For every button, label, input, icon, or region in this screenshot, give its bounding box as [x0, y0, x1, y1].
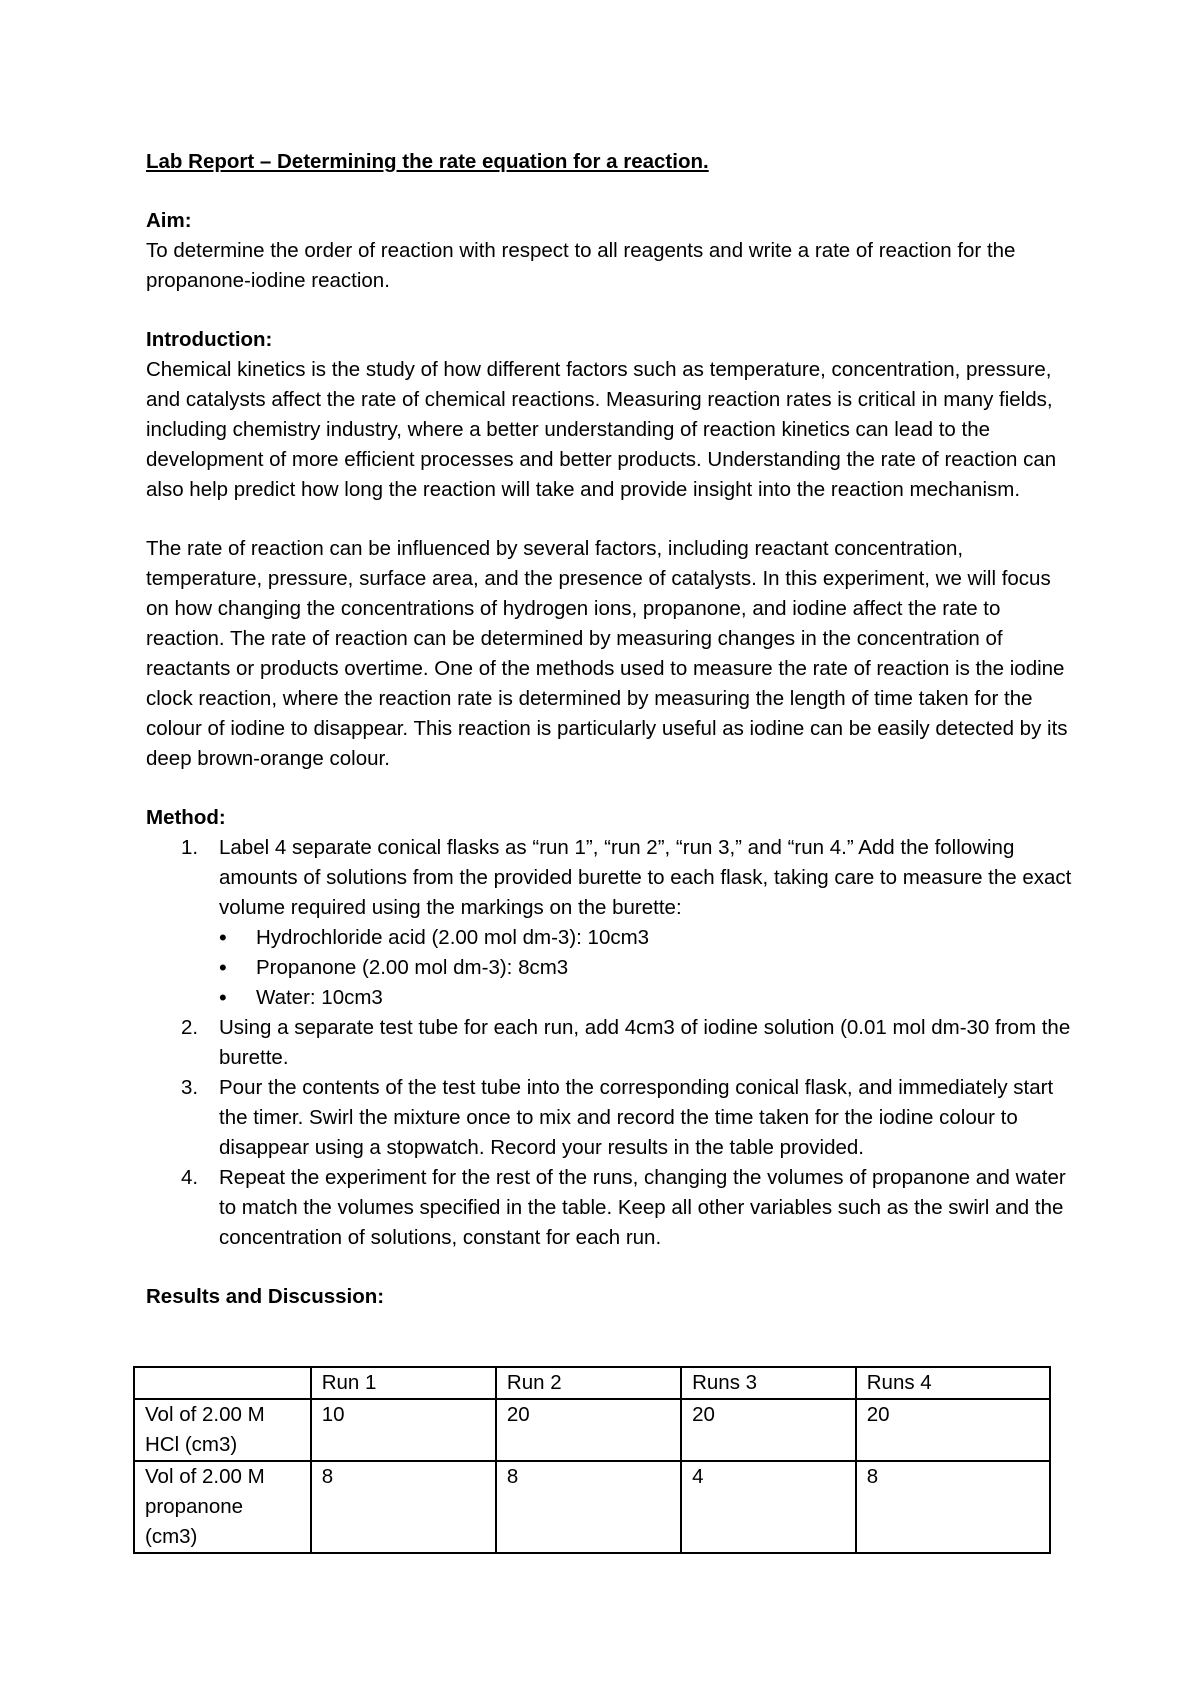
introduction-paragraph-1: Chemical kinetics is the study of how different factors such as temperature, concentration, pressure, and catalysts affect the rate of chemical reactions. Measuring reaction rates is critical in many fields, including chemistry industry, where a better understanding of reaction kinetics can lead to the development of more efficient processes and better products. Understanding the rate of reaction can also help predict how long the reaction will take and provide insight into the reaction mechanism. — [146, 358, 1057, 501]
table-row-label: Vol of 2.00 M propanone (cm3) — [134, 1461, 311, 1553]
step-number: 4. — [181, 1166, 199, 1189]
table-header-row — [134, 1367, 1050, 1399]
reagent-item: • Propanone (2.00 mol dm-3): 8cm3 — [219, 953, 1076, 983]
table-cell: 20 — [681, 1399, 856, 1461]
method-heading: Method: — [146, 806, 226, 829]
step-text: Repeat the experiment for the rest of the runs, changing the volumes of propanone and water to match the volumes specified in the table. Keep all other variables such as the swirl and the concentration of solutions, constant for each run. — [219, 1166, 1066, 1249]
report-title: Lab Report – Determining the rate equation for a reaction. — [146, 150, 709, 173]
results-table — [133, 1366, 1051, 1554]
method-step — [146, 1073, 1076, 1163]
document-body — [146, 147, 1076, 1312]
step-text: Using a separate test tube for each run, add 4cm3 of iodine solution (0.01 mol dm-30 from the burette. — [219, 1016, 1071, 1069]
table-header-cell: Run 1 — [311, 1367, 496, 1399]
table-cell: 8 — [856, 1461, 1050, 1553]
table-header-cell: Runs 3 — [681, 1367, 856, 1399]
step-number: 2. — [181, 1016, 199, 1039]
step-number: 3. — [181, 1076, 199, 1099]
method-step — [146, 1013, 1076, 1073]
step-number: 1. — [181, 836, 199, 859]
method-step — [146, 1163, 1076, 1253]
table-header-cell: Run 2 — [496, 1367, 681, 1399]
table-cell: 20 — [856, 1399, 1050, 1461]
table-cell: 10 — [311, 1399, 496, 1461]
table-header-cell — [134, 1367, 311, 1399]
method-steps — [146, 833, 1076, 1253]
table-cell: 20 — [496, 1399, 681, 1461]
aim-text: To determine the order of reaction with respect to all reagents and write a rate of reaction for the propanone-iodine reaction. — [146, 239, 1016, 292]
table-row — [134, 1399, 1050, 1461]
method-step — [146, 833, 1076, 1013]
introduction-paragraph-2: The rate of reaction can be influenced by several factors, including reactant concentration, temperature, pressure, surface area, and the presence of catalysts. In this experiment, we will focus on how changing the concentrations of hydrogen ions, propanone, and iodine affect the rate to reaction. The rate of reaction can be determined by measuring changes in the concentration of reactants or products overtime. One of the methods used to measure the rate of reaction is the iodine clock reaction, where the reaction rate is determined by measuring the length of time taken for the colour of iodine to disappear. This reaction is particularly useful as iodine can be easily detected by its deep brown-orange colour. — [146, 537, 1068, 770]
table-cell: 8 — [496, 1461, 681, 1553]
table-cell: 8 — [311, 1461, 496, 1553]
step-text: Pour the contents of the test tube into the corresponding conical flask, and immediately start the timer. Swirl the mixture once to mix and record the time taken for the iodine colour to disappear using a stopwatch. Record your results in the table provided. — [219, 1076, 1054, 1159]
reagent-list — [219, 923, 1076, 1013]
table-row — [134, 1461, 1050, 1553]
reagent-item: • Hydrochloride acid (2.00 mol dm-3): 10cm3 — [219, 923, 1076, 953]
introduction-heading: Introduction: — [146, 328, 273, 351]
aim-heading: Aim: — [146, 209, 192, 232]
step-text: Label 4 separate conical flasks as “run 1”, “run 2”, “run 3,” and “run 4.” Add the following amounts of solutions from the provided burette to each flask, taking care to measure the exact volume required using the markings on the burette: — [219, 836, 1072, 919]
results-heading: Results and Discussion: — [146, 1285, 385, 1308]
table-cell: 4 — [681, 1461, 856, 1553]
table-row-label: Vol of 2.00 M HCl (cm3) — [134, 1399, 311, 1461]
table-header-cell: Runs 4 — [856, 1367, 1050, 1399]
reagent-item: • Water: 10cm3 — [219, 983, 1076, 1013]
